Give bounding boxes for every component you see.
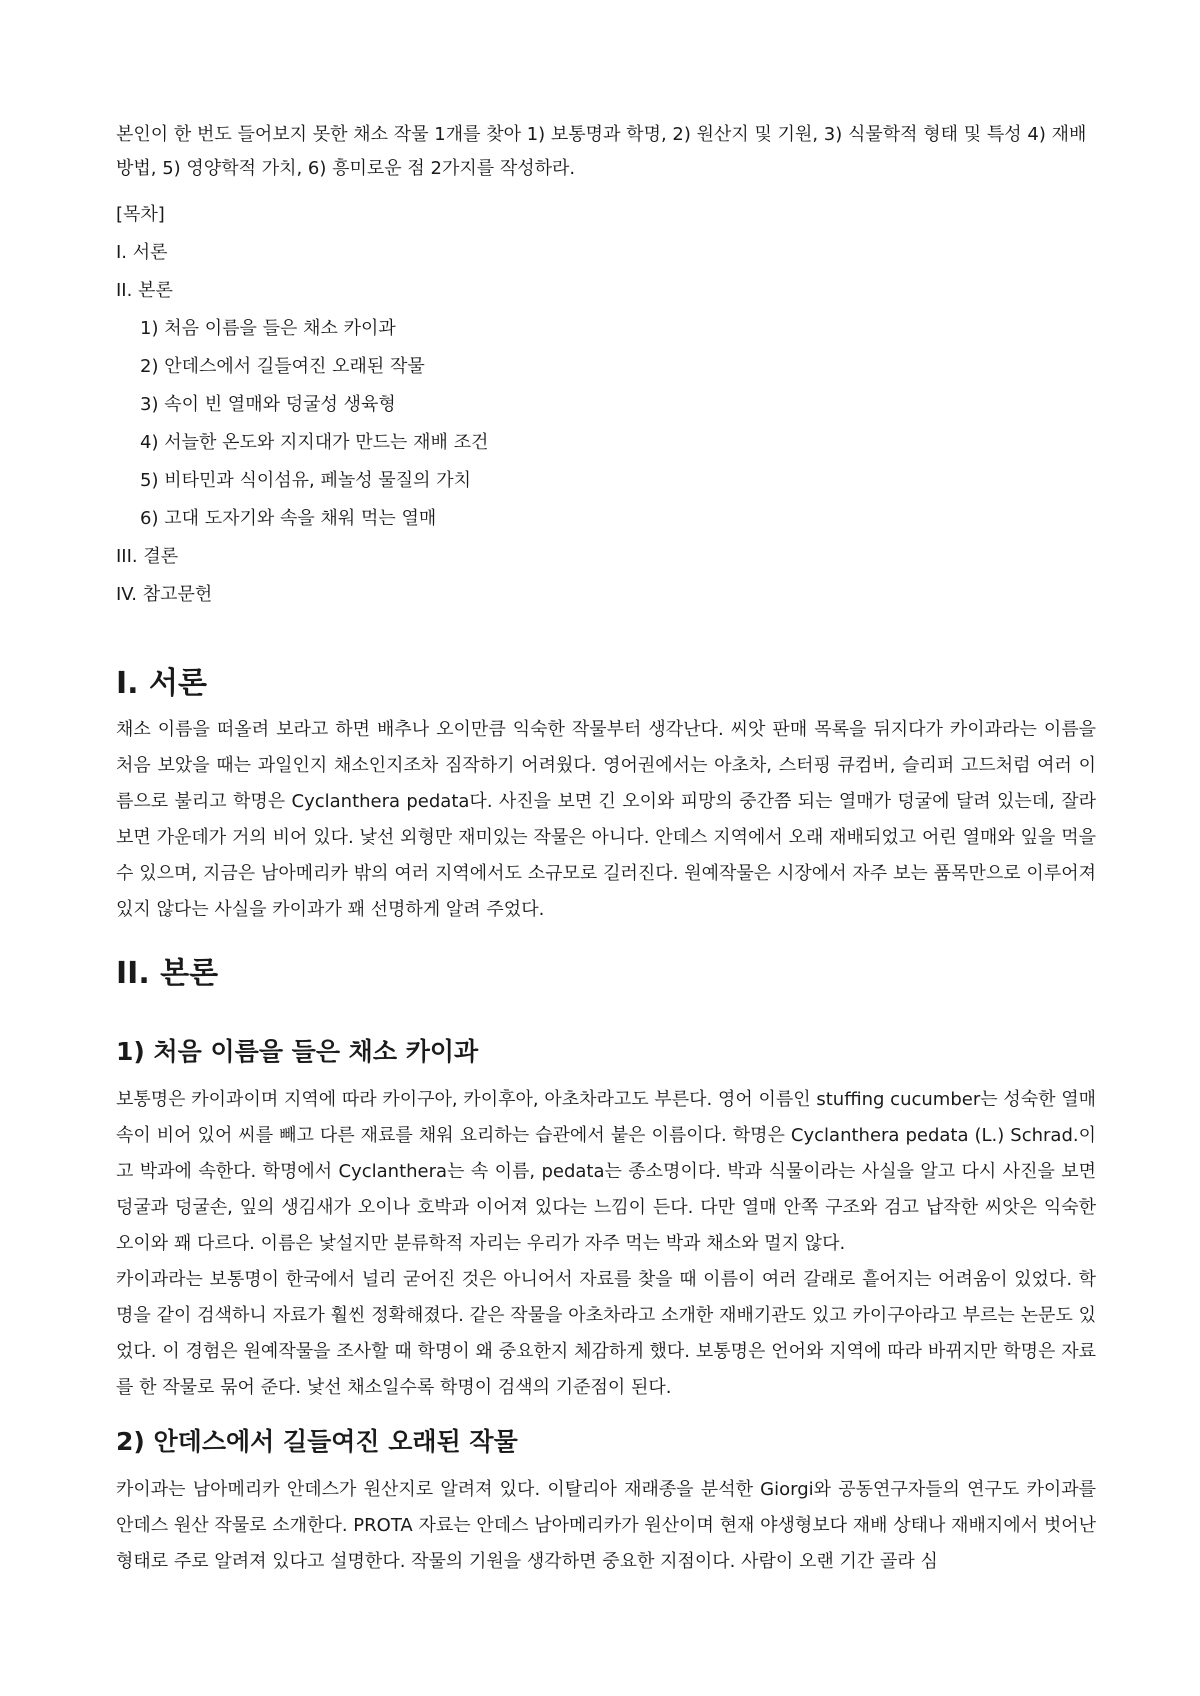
subsection-2-paragraph-1: 카이과는 남아메리카 안데스가 원산지로 알려져 있다. 이탈리아 재래종을 분석한 Giorgi와 공동연구자들의 연구도 카이과를 안데스 원산 작물로 소개한다. PROTA 자료는 안데스 남아메리카가 원산이며 현재 야생형보다 재배 상태나 재배지에서 벗어난 형태로 주로 알려져 있다고 설명한다. 작물의 기원을 생각하면 중요한 지점이다. 사람이 오랜 기간 골라 심	[116, 1479, 1096, 1572]
table-of-contents	[116, 196, 1096, 614]
toc-item: I. 서론	[116, 242, 168, 263]
toc-item: 5) 비타민과 식이섬유, 페놀성 물질의 가치	[140, 470, 472, 491]
subsection-1-paragraph-1: 보통명은 카이과이며 지역에 따라 카이구아, 카이후아, 아초차라고도 부른다. 영어 이름인 stuffing cucumber는 성숙한 열매 속이 비어 있어 씨를 빼고 다른 재료를 채워 요리하는 습관에서 붙은 이름이다. 학명은 Cyclanthera pedata (L.) Schrad.이고 박과에 속한다. 학명에서 Cyclanthera는 속 이름, pedata는 종소명이다. 박과 식물이라는 사실을 알고 다시 사진을 보면 덩굴과 덩굴손, 잎의 생김새가 오이나 호박과 이어져 있다는 느낌이 든다. 다만 열매 안쪽 구조와 검고 납작한 씨앗은 익숙한 오이와 꽤 다르다. 이름은 낯설지만 분류학적 자리는 우리가 자주 먹는 박과 채소와 멀지 않다.	[116, 1089, 1096, 1254]
subsection-heading-1: 1) 처음 이름을 들은 채소 카이과	[116, 1037, 479, 1066]
toc-item: 3) 속이 빈 열매와 덩굴성 생육형	[140, 394, 396, 415]
intro-paragraph: 채소 이름을 떠올려 보라고 하면 배추나 오이만큼 익숙한 작물부터 생각난다. 씨앗 판매 목록을 뒤지다가 카이과라는 이름을 처음 보았을 때는 과일인지 채소인지조차 짐작하기 어려웠다. 영어권에서는 아초차, 스터핑 큐컴버, 슬리퍼 고드처럼 여러 이름으로 불리고 학명은 Cyclanthera pedata다. 사진을 보면 긴 오이와 피망의 중간쯤 되는 열매가 덩굴에 달려 있는데, 잘라 보면 가운데가 거의 비어 있다. 낯선 외형만 재미있는 작물은 아니다. 안데스 지역에서 오래 재배되었고 어린 열매와 잎을 먹을 수 있으며, 지금은 남아메리카 밖의 여러 지역에서도 소규모로 길러진다. 원예작물은 시장에서 자주 보는 품목만으로 이루어져 있지 않다는 사실을 카이과가 꽤 선명하게 알려 주었다.	[116, 719, 1096, 920]
toc-label: [목차]	[116, 204, 165, 225]
subsection-heading-2: 2) 안데스에서 길들여진 오래된 작물	[116, 1427, 518, 1456]
toc-item: III. 결론	[116, 546, 179, 567]
section-heading-intro: I. 서론	[116, 666, 207, 701]
toc-item: II. 본론	[116, 280, 173, 301]
toc-item: 2) 안데스에서 길들여진 오래된 작물	[140, 356, 425, 377]
toc-item: IV. 참고문헌	[116, 584, 213, 605]
toc-item: 1) 처음 이름을 들은 채소 카이과	[140, 318, 396, 339]
assignment-prompt: 본인이 한 번도 들어보지 못한 채소 작물 1개를 찾아 1) 보통명과 학명, 2) 원산지 및 기원, 3) 식물학적 형태 및 특성 4) 재배 방법, 5) 영양학적 가치, 6) 흥미로운 점 2가지를 작성하라.	[116, 124, 1087, 179]
subsection-1-paragraph-2: 카이과라는 보통명이 한국에서 널리 굳어진 것은 아니어서 자료를 찾을 때 이름이 여러 갈래로 흩어지는 어려움이 있었다. 학명을 같이 검색하니 자료가 훨씬 정확해졌다. 같은 작물을 아초차라고 소개한 재배기관도 있고 카이구아라고 부르는 논문도 있었다. 이 경험은 원예작물을 조사할 때 학명이 왜 중요한지 체감하게 했다. 보통명은 언어와 지역에 따라 바뀌지만 학명은 자료를 한 작물로 묶어 준다. 낯선 채소일수록 학명이 검색의 기준점이 된다.	[116, 1269, 1096, 1398]
toc-item: 6) 고대 도자기와 속을 채워 먹는 열매	[140, 508, 437, 529]
section-heading-body: II. 본론	[116, 956, 219, 991]
toc-item: 4) 서늘한 온도와 지지대가 만드는 재배 조건	[140, 432, 489, 453]
